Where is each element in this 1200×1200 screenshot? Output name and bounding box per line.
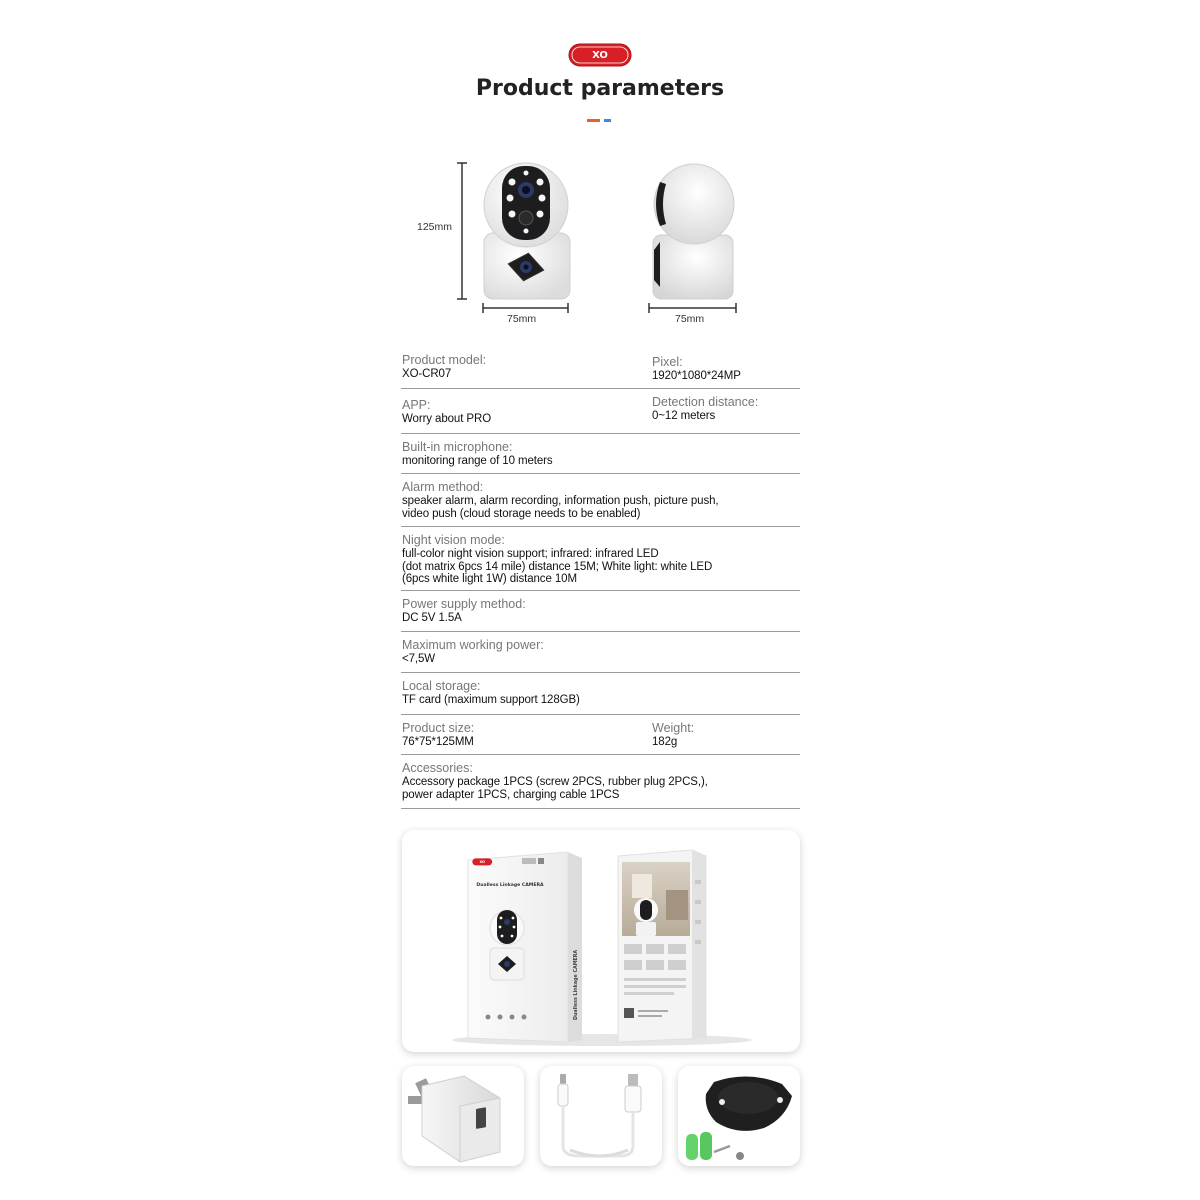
- logo-text: XO: [479, 860, 486, 865]
- spec-label: Product model:: [402, 353, 487, 367]
- spec-label: Detection distance:: [652, 395, 759, 409]
- spec-label: Built-in microphone:: [402, 440, 513, 454]
- page-title: Product parameters: [475, 76, 725, 101]
- spec-value: 1920*1080*24MP: [652, 370, 741, 382]
- spec-value: TF card (maximum support 128GB): [402, 694, 580, 706]
- xo-brand-logo: [472, 858, 492, 865]
- spec-row: [401, 527, 800, 591]
- package-card: [402, 830, 800, 1052]
- height-label: 125mm: [417, 221, 453, 233]
- spec-label: Product size:: [402, 721, 475, 735]
- height-dimension-bar: [455, 162, 469, 302]
- spec-row: [401, 591, 800, 632]
- spec-row: [401, 434, 800, 474]
- spec-label: Pixel:: [652, 355, 683, 369]
- camera-front-view: [482, 160, 574, 302]
- spec-value: DC 5V 1.5A: [402, 612, 462, 624]
- camera-side-view: [650, 162, 736, 302]
- spec-row: [401, 347, 800, 389]
- spec-value: monitoring range of 10 meters: [402, 455, 553, 467]
- title-accent-blue: [604, 119, 611, 122]
- logo-text: XO: [592, 50, 608, 61]
- spec-row: [401, 389, 800, 434]
- spec-row: [401, 715, 800, 755]
- spec-value: <7,5W: [402, 653, 436, 665]
- spec-label: APP:: [402, 398, 431, 412]
- spec-label: Night vision mode:: [402, 533, 505, 547]
- spec-value: 0~12 meters: [652, 410, 716, 422]
- spec-label: Power supply method:: [402, 597, 526, 611]
- spec-row: [401, 632, 800, 673]
- spec-label: Weight:: [652, 721, 695, 735]
- accessory-card-mount-kit: [678, 1066, 800, 1166]
- title-accent-orange: [587, 119, 600, 122]
- mount-kit-image: [678, 1066, 800, 1166]
- spec-value: 76*75*125MM: [402, 736, 474, 748]
- spec-label: Alarm method:: [402, 480, 484, 494]
- spec-label: Maximum working power:: [402, 638, 544, 652]
- spec-value: speaker alarm, alarm recording, information push, picture push, video push (cloud storage needs to be enabled): [402, 495, 719, 520]
- dimension-illustration: [400, 150, 800, 340]
- spec-row: [401, 474, 800, 527]
- package-box-image: [402, 830, 800, 1052]
- spec-value: full-color night vision support; infrared: infrared LED (dot matrix 6pcs 14 mile) distance 15M; White light: white LED (6pcs white light 1W) distance 10M: [402, 548, 713, 585]
- power-adapter-image: [402, 1066, 524, 1166]
- spec-value: 182g: [652, 736, 678, 748]
- spec-label: Local storage:: [402, 679, 481, 693]
- box-title: Dualless Linkage CAMERA: [476, 883, 544, 888]
- side-width-label: 75mm: [675, 313, 705, 325]
- box-side-text: Dualless Linkage CAMERA: [574, 949, 579, 1020]
- xo-brand-logo: [568, 43, 632, 67]
- accessory-card-charging-cable: [540, 1066, 662, 1166]
- spec-value: Accessory package 1PCS (screw 2PCS, rubber plug 2PCS,), power adapter 1PCS, charging cable 1PCS: [402, 776, 708, 801]
- spec-value: XO-CR07: [402, 368, 452, 380]
- front-width-label: 75mm: [507, 313, 537, 325]
- spec-value: Worry about PRO: [402, 413, 492, 425]
- accessory-card-power-adapter: [402, 1066, 524, 1166]
- spec-row: [401, 755, 800, 809]
- spec-row: [401, 673, 800, 715]
- spec-label: Accessories:: [402, 761, 473, 775]
- spec-table: [401, 347, 800, 809]
- charging-cable-image: [540, 1066, 662, 1166]
